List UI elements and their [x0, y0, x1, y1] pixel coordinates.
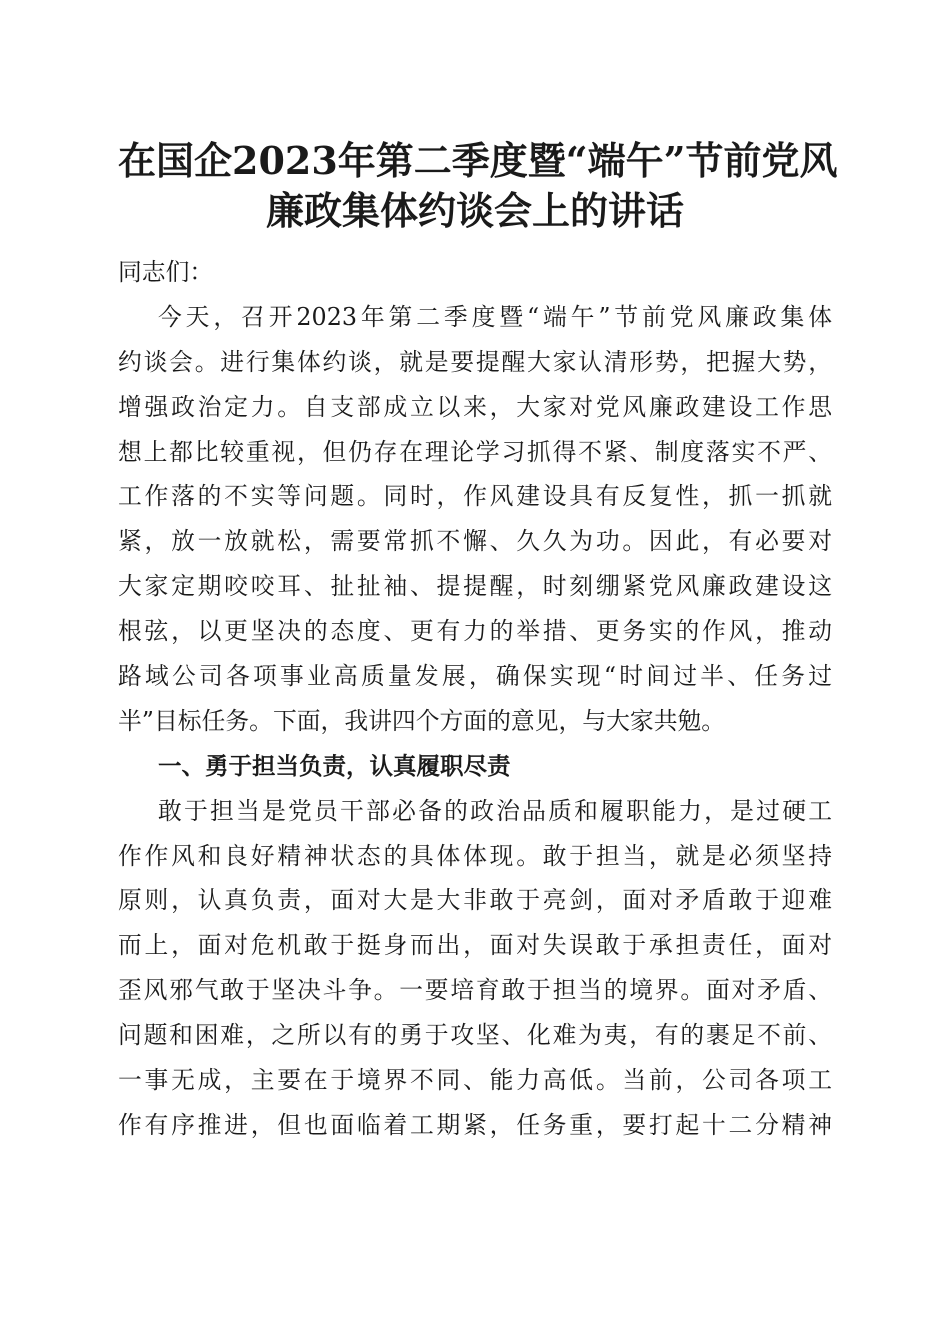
- paragraph-line: 大家定期咬咬耳、扯扯袖、提提醒，时刻绷紧党风廉政建设这: [118, 572, 832, 601]
- title-line-2: 廉政集体约谈会上的讲话: [265, 188, 684, 233]
- paragraph-line: 而上，面对危机敢于挺身而出，面对失误敢于承担责任，面对: [118, 931, 832, 960]
- paragraph-line: 增强政治定力。自支部成立以来，大家对党风廉政建设工作思: [118, 392, 832, 421]
- paragraph-line: 根弦，以更坚决的态度、更有力的举措、更务实的作风，推动: [118, 617, 832, 646]
- paragraph-1: [118, 295, 832, 744]
- paragraph-line: 约谈会。进行集体约谈，就是要提醒大家认清形势，把握大势，: [118, 347, 832, 376]
- paragraph-2: [118, 789, 832, 1148]
- paragraph-line: 问题和困难，之所以有的勇于攻坚、化难为夷，有的裹足不前、: [118, 1021, 832, 1050]
- section-heading-1: 一、勇于担当负责，认真履职尽责: [158, 751, 511, 780]
- paragraph-line: 今天，召开2023年第二季度暨“端午”节前党风廉政集体: [158, 302, 832, 331]
- paragraph-line: 一事无成，主要在于境界不同、能力高低。当前，公司各项工: [118, 1066, 832, 1095]
- greeting: 同志们：: [118, 258, 214, 286]
- paragraph-line: 紧，放一放就松，需要常抓不懈、久久为功。因此，有必要对: [118, 527, 832, 556]
- document-title: [118, 136, 838, 236]
- paragraph-line: 半”目标任务。下面，我讲四个方面的意见，与大家共勉。: [118, 706, 726, 735]
- paragraph-line: 想上都比较重视，但仍存在理论学习抓得不紧、制度落实不严、: [118, 437, 832, 466]
- paragraph-line: 作作风和良好精神状态的具体体现。敢于担当，就是必须坚持: [118, 841, 832, 870]
- document-body: [118, 250, 832, 1148]
- paragraph-line: 敢于担当是党员干部必备的政治品质和履职能力，是过硬工: [158, 796, 832, 825]
- paragraph-line: 作有序推进，但也面临着工期紧，任务重，要打起十二分精神: [118, 1110, 832, 1139]
- paragraph-line: 歪风邪气敢于坚决斗争。一要培育敢于担当的境界。面对矛盾、: [118, 976, 832, 1005]
- paragraph-line: 原则，认真负责，面对大是大非敢于亮剑，面对矛盾敢于迎难: [118, 886, 832, 915]
- paragraph-line: 路域公司各项事业高质量发展，确保实现“时间过半、任务过: [118, 662, 832, 691]
- paragraph-line: 工作落的不实等问题。同时，作风建设具有反复性，抓一抓就: [118, 482, 832, 511]
- title-line-1: 在国企2023年第二季度暨“端午”节前党风: [118, 138, 838, 183]
